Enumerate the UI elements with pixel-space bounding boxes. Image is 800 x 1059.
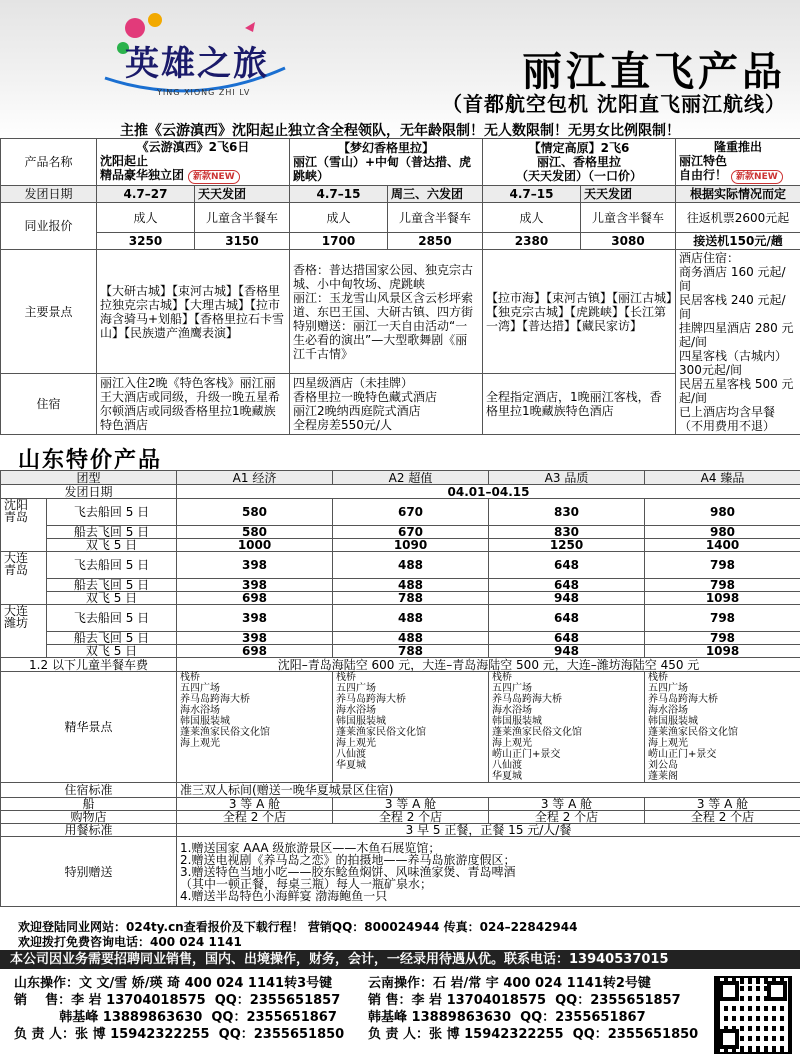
adult-label: 成人	[97, 203, 195, 233]
product-1-freq: 天天发团	[195, 186, 290, 203]
gift-item: 4.赠送半岛特色小海鲜宴 渤海鲍鱼一只	[180, 888, 388, 903]
route-price: 398	[177, 632, 333, 645]
route-row	[1, 552, 800, 579]
route-type: 双飞 5 日	[47, 592, 177, 605]
contact-block	[0, 920, 800, 950]
head-a3: A3 品质	[489, 471, 645, 485]
route-price: 648	[489, 552, 645, 579]
meal-text: 3 早 5 正餐，正餐 15 元/人/餐	[177, 824, 800, 837]
ops-line: 云南操作：石 岩/常 宇 400 024 1141转2号键	[368, 976, 651, 991]
adult-label: 成人	[483, 203, 581, 233]
route-price: 1098	[645, 645, 800, 658]
route-type: 船去飞回 5 日	[47, 526, 177, 539]
ship-a3: 3 等 A 舱	[489, 798, 645, 811]
product-2-name-cell	[290, 139, 483, 186]
route-type: 船去飞回 5 日	[47, 632, 177, 645]
product-3-hotel: 全程指定酒店，1晚丽江客栈，香格里拉1晚藏族特色酒店	[483, 374, 676, 435]
route-price: 670	[333, 499, 489, 526]
route-price: 1000	[177, 539, 333, 552]
label-depart-date: 发团日期	[1, 186, 97, 203]
ops-line: 销 售：李 岩 13704018575 QQ：2355651857	[368, 993, 681, 1008]
page-subtitle: （首都航空包机 沈阳直飞丽江航线）	[442, 92, 786, 116]
product-1-name-cell	[97, 139, 290, 186]
product-3-date: 4.7–15	[483, 186, 581, 203]
spots-label: 精华景点	[1, 672, 177, 783]
logo-subtext: YING XIONG ZHI LV	[157, 88, 251, 97]
shandong-ops	[14, 975, 344, 1043]
route-price: 798	[645, 552, 800, 579]
route-type: 双飞 5 日	[47, 539, 177, 552]
route-type: 双飞 5 日	[47, 645, 177, 658]
ship-a2: 3 等 A 舱	[333, 798, 489, 811]
logo-text: 英雄之旅	[125, 44, 269, 84]
route-city: 大连 青岛	[1, 552, 47, 605]
route-price: 580	[177, 499, 333, 526]
route-price: 830	[489, 526, 645, 539]
route-city: 沈阳 青岛	[1, 499, 47, 552]
route-price: 1250	[489, 539, 645, 552]
route-row	[1, 539, 800, 552]
head-a2: A2 超值	[333, 471, 489, 485]
new-badge: 新款NEW	[188, 170, 240, 184]
head-date-label: 发团日期	[1, 485, 177, 499]
route-price: 1400	[645, 539, 800, 552]
route-price: 648	[489, 632, 645, 645]
ship-a4: 3 等 A 舱	[645, 798, 800, 811]
product-4-name-cell	[676, 139, 800, 186]
route-price: 580	[177, 526, 333, 539]
head-group: 团型	[1, 471, 177, 485]
route-price: 488	[333, 552, 489, 579]
shop-a1: 全程 2 个店	[177, 811, 333, 824]
head-a1: A1 经济	[177, 471, 333, 485]
product-4-price-2: 接送机150元/趟	[676, 233, 800, 250]
hotel-label: 住宿标准	[1, 783, 177, 798]
route-price: 670	[333, 526, 489, 539]
gift-label: 特别赠送	[1, 837, 177, 907]
product-4-price-1: 往返机票2600元起	[676, 203, 800, 233]
gift-item: 3.赠送特色当地小吃——胶东鲶鱼焖饼、风味渔家煲、青岛啤酒	[180, 864, 516, 879]
ops-line: 负 责 人：张 博 15942322255 QQ：2355651850	[368, 1027, 699, 1042]
child-label: 儿童含半餐车	[581, 203, 676, 233]
gift-item: 1.赠送国家 AAA 级旅游景区——木鱼石展览馆；	[180, 840, 441, 855]
routes-body	[1, 499, 800, 658]
route-price: 788	[333, 645, 489, 658]
product-3-adult-price: 2380	[483, 233, 581, 250]
product-1-hotel: 丽江入住2晚《特色客栈》丽江丽王大酒店或同级，升级一晚五星希尔顿酒店或同级香格里拉1晚藏族特色酒店	[97, 374, 290, 435]
child-label: 儿童含半餐车	[388, 203, 483, 233]
route-price: 398	[177, 579, 333, 592]
route-price: 488	[333, 605, 489, 632]
product-2-adult-price: 1700	[290, 233, 388, 250]
spots-a1: 栈桥 五四广场 养马岛跨海大桥 海水浴场 韩国服装城 蓬莱渔家民俗文化馆 海上观光	[177, 672, 333, 783]
shandong-table	[0, 470, 800, 907]
head-a4: A4 臻品	[645, 471, 800, 485]
route-price: 698	[177, 645, 333, 658]
product-3-head: 【情定高原】2飞6	[528, 141, 630, 155]
route-city: 大连 潍坊	[1, 605, 47, 658]
route-price: 948	[489, 592, 645, 605]
product-2-child-price: 2850	[388, 233, 483, 250]
ops-line: 韩基峰 13889863630 QQ：2355651867	[14, 1010, 337, 1025]
route-row	[1, 526, 800, 539]
route-row	[1, 592, 800, 605]
company-logo	[95, 8, 295, 108]
route-price: 398	[177, 605, 333, 632]
product-2-date: 4.7–15	[290, 186, 388, 203]
ops-line: 山东操作：文 文/雪 娇/瑛 琦 400 024 1141转3号键	[14, 976, 333, 991]
shop-a4: 全程 2 个店	[645, 811, 800, 824]
promo-banner: 主推《云游滇西》沈阳起止独立含全程领队，无年龄限制！无人数限制！无男女比例限制！	[120, 123, 680, 139]
route-price: 830	[489, 499, 645, 526]
product-1-adult-price: 3250	[97, 233, 195, 250]
label-product-name: 产品名称	[1, 139, 97, 186]
head-date: 04.01–04.15	[177, 485, 800, 499]
product-4-head: 隆重推出	[714, 140, 763, 154]
route-price: 798	[645, 605, 800, 632]
route-price: 948	[489, 645, 645, 658]
gift-item: 2.赠送电视剧《养马岛之恋》的拍摄地——养马岛旅游度假区；	[180, 852, 516, 867]
route-row	[1, 605, 800, 632]
product-4-spots: 酒店住宿： 商务酒店 160 元起/间 民居客栈 240 元起/间 挂牌四星酒店 280 元起/间 四星客栈（古城内）300元起/间 民居五星客栈 500 元起/间 已上酒店均含早餐（不用费用不退）	[676, 250, 800, 435]
website-line: 欢迎登陆同业网站：024ty.cn查看报价及下载行程！ 营销QQ：800024944 传真：024–22842944	[18, 920, 578, 934]
route-price: 798	[645, 579, 800, 592]
label-price: 同业报价	[1, 203, 97, 250]
section-title-shandong: 山东特价产品	[18, 448, 163, 473]
route-price: 488	[333, 632, 489, 645]
product-1-name: 沈阳起止 精品豪华独立团 新款NEW	[100, 154, 286, 184]
route-row	[1, 632, 800, 645]
route-price: 1090	[333, 539, 489, 552]
route-price: 980	[645, 499, 800, 526]
route-type: 飞去船回 5 日	[47, 499, 177, 526]
route-row	[1, 499, 800, 526]
product-4-date: 根据实际情况而定	[676, 186, 800, 203]
product-2-spots: 香格：普达措国家公园、独克宗古城、小中甸牧场、虎跳峡 丽江：玉龙雪山风景区含云杉坪索道、东巴王国、大研古镇、四方街 特别赠送：丽江一天自由活动“一生必看的演出”—大型歌舞剧《丽江千古情》	[290, 250, 483, 374]
route-price: 698	[177, 592, 333, 605]
child-fee-text: 沈阳–青岛海陆空 600 元，大连–青岛海陆空 500 元，大连–潍坊海陆空 450 元	[177, 658, 800, 672]
product-3-spots: 【拉市海】【束河古镇】【丽江古城】【独克宗古城】【虎跳峡】【长江第一湾】【普达措】【藏民家访】	[483, 250, 676, 374]
product-4-name: 丽江特色 自由行！ 新款NEW	[679, 154, 797, 184]
product-1-head: 《云游滇西》2飞6日	[136, 140, 250, 154]
product-3-freq: 天天发团	[581, 186, 676, 203]
spots-a4: 栈桥 五四广场 养马岛跨海大桥 海水浴场 韩国服装城 蓬莱渔家民俗文化馆 海上观光 崂山正门+景交 刘公岛 蓬莱阁	[645, 672, 800, 783]
ops-line: 韩基峰 13889863630 QQ：2355651867	[368, 1010, 646, 1025]
route-row	[1, 645, 800, 658]
spots-a2: 栈桥 五四广场 养马岛跨海大桥 海水浴场 韩国服装城 蓬莱渔家民俗文化馆 海上观光 八仙渡 华夏城	[333, 672, 489, 783]
qr-code-icon	[714, 976, 792, 1054]
new-badge: 新款NEW	[731, 170, 783, 184]
shop-a2: 全程 2 个店	[333, 811, 489, 824]
child-label: 儿童含半餐车	[195, 203, 290, 233]
spots-a3: 栈桥 五四广场 养马岛跨海大桥 海水浴场 韩国服装城 蓬莱渔家民俗文化馆 海上观光 崂山正门+景交 八仙渡 华夏城	[489, 672, 645, 783]
route-type: 飞去船回 5 日	[47, 552, 177, 579]
ops-line: 销 售：李 岩 13704018575 QQ：2355651857	[14, 993, 341, 1008]
product-3-name-cell	[483, 139, 676, 186]
page-title: 丽江直飞产品	[522, 49, 786, 95]
label-hotel: 住宿	[1, 374, 97, 435]
route-type: 飞去船回 5 日	[47, 605, 177, 632]
route-price: 648	[489, 579, 645, 592]
product-1-spots: 【大研古城】【束河古城】【香格里拉独克宗古城】【大理古城】【拉市海含骑马+划船】【香格里拉石卡雪山】【民族遗产渔鹰表演】	[97, 250, 290, 374]
ship-a1: 3 等 A 舱	[177, 798, 333, 811]
product-1-date: 4.7–27	[97, 186, 195, 203]
route-price: 980	[645, 526, 800, 539]
product-2-freq: 周三、六发团	[388, 186, 483, 203]
route-type: 船去飞回 5 日	[47, 579, 177, 592]
hotline-line: 欢迎拨打免费咨询电话：400 024 1141	[18, 935, 242, 949]
route-price: 398	[177, 552, 333, 579]
route-row	[1, 579, 800, 592]
route-price: 1098	[645, 592, 800, 605]
child-fee-label: 1.2 以下儿童半餐车费	[1, 658, 177, 672]
product-3-child-price: 3080	[581, 233, 676, 250]
gift-list	[177, 837, 800, 907]
adult-label: 成人	[290, 203, 388, 233]
recruit-banner: 本公司因业务需要招聘同业销售，国内、出境操作，财务，会计，一经录用待遇从优。联系电话：13940537015	[0, 950, 800, 969]
route-price: 788	[333, 592, 489, 605]
product-2-hotel: 四星级酒店（未挂牌） 香格里拉一晚特色藏式酒店 丽江2晚纳西庭院式酒店 全程房差550元/人	[290, 374, 483, 435]
product-2-name: 丽江（雪山）+中甸（普达措、虎跳峡）	[293, 155, 472, 183]
yunnan-ops	[368, 975, 698, 1043]
route-price: 648	[489, 605, 645, 632]
shop-a3: 全程 2 个店	[489, 811, 645, 824]
gift-item: （其中一顿正餐，每桌三瓶）每人一瓶矿泉水；	[180, 876, 433, 891]
ship-label: 船	[1, 798, 177, 811]
product-1-child-price: 3150	[195, 233, 290, 250]
route-price: 488	[333, 579, 489, 592]
hotel-text: 准三双人标间(赠送一晚华夏城景区住宿)	[177, 783, 800, 798]
ops-line: 负 责 人：张 博 15942322255 QQ：2355651850	[14, 1027, 345, 1042]
route-price: 798	[645, 632, 800, 645]
label-spots: 主要景点	[1, 250, 97, 374]
lijiang-table	[0, 138, 800, 435]
shop-label: 购物店	[1, 811, 177, 824]
product-3-name: 丽江、香格里拉 （天天发团）（一口价）	[516, 155, 643, 183]
meal-label: 用餐标准	[1, 824, 177, 837]
product-2-head: 【梦幻香格里拉】	[337, 141, 434, 155]
